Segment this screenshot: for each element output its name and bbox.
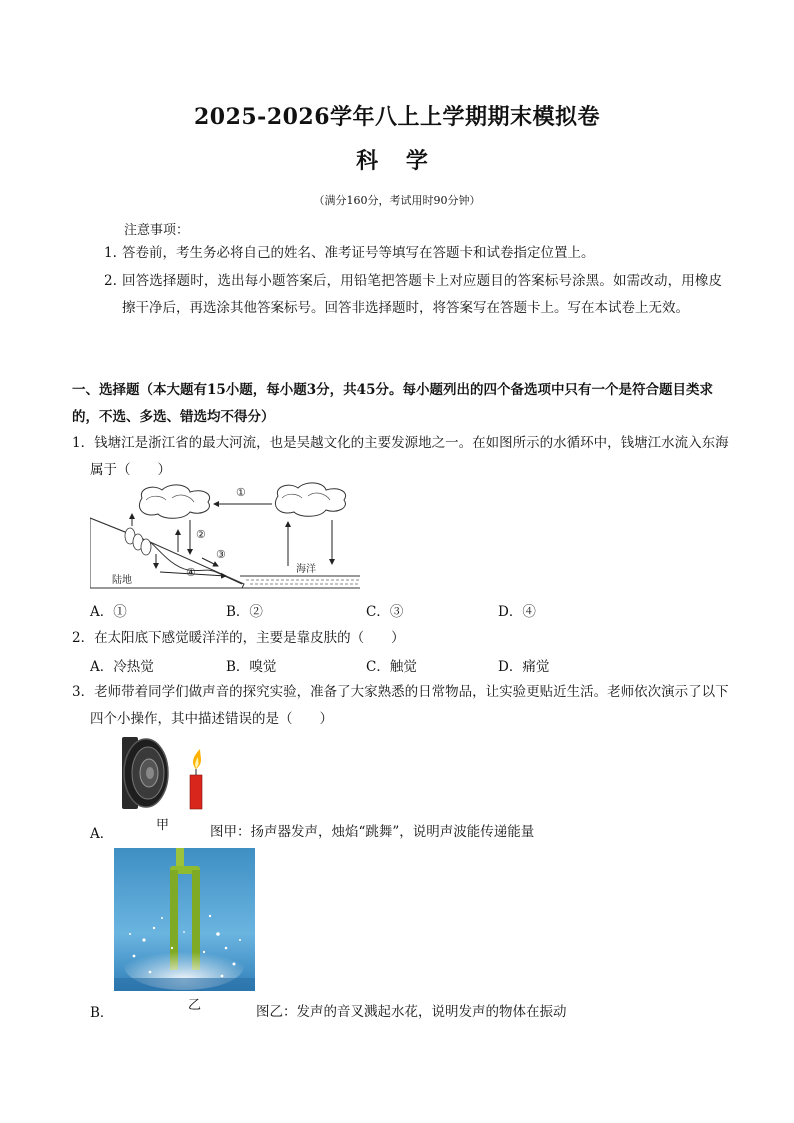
q1-option-d[interactable]: D．④ <box>498 604 536 620</box>
q3-option-a-letter[interactable]: A． <box>90 826 114 842</box>
label-1: ① <box>236 486 246 499</box>
q1-option-c[interactable]: C．③ <box>366 604 404 620</box>
note-number: 1. <box>104 245 117 261</box>
tuning-fork-splash-picture <box>114 848 255 991</box>
water-cycle-figure <box>90 480 360 590</box>
section-heading: 一、选择题（本大题有15小题，每小题3分，共45分。每小题列出的四个备选项中只有一个是符合题目类求的，不选、多选、错选均不得分） <box>72 382 713 425</box>
notes-heading: 注意事项： <box>124 223 190 238</box>
label-2: ② <box>196 528 206 541</box>
q2-option-c[interactable]: C．触觉 <box>366 659 417 675</box>
q3-option-b-letter[interactable]: B． <box>90 1005 114 1021</box>
ocean-label: 海洋 <box>296 564 316 575</box>
cloud-right <box>275 483 345 516</box>
q1-option-b[interactable]: B．② <box>226 604 263 620</box>
subject-title: 科 学 <box>356 148 438 174</box>
label-4: ④ <box>186 566 196 579</box>
q1-option-a[interactable]: A．① <box>90 604 127 620</box>
question-2-stem: 2．在太阳底下感觉暖洋洋的，主要是靠皮肤的（ ） <box>72 630 405 646</box>
q2-option-a[interactable]: A．冷热觉 <box>90 659 154 675</box>
q2-option-d[interactable]: D．痛觉 <box>498 659 550 675</box>
question-1-stem: 1．钱塘江是浙江省的最大河流，也是吴越文化的主要发源地之一。在如图所示的水循环中，钱塘江水流入东海属于（ ） <box>72 435 729 478</box>
note-number: 2. <box>104 273 117 289</box>
land-label: 陆地 <box>112 575 132 586</box>
question-3-stem: 3．老师带着同学们做声音的探究实验，准备了大家熟悉的日常物品，让实验更贴近生活。老师依次演示了以下四个小操作，其中描述错误的是（ ） <box>72 684 729 727</box>
note-item-2 <box>104 268 726 316</box>
exam-title: 2025-2026学年八上上学期期末模拟卷 <box>193 104 601 130</box>
cloud-left <box>139 485 209 518</box>
speaker-candle-picture <box>116 735 212 811</box>
note-text: 回答选择题时，选出每小题答案后，用铅笔把答题卡上对应题目的答案标号涂黑。如需改动，用橡皮擦干净后，再选涂其他答案标号。回答非选择题时，将答案写在答题卡上。写在本试卷上无效。 <box>122 273 722 316</box>
score-info: （满分160分，考试用时90分钟） <box>313 194 481 207</box>
note-item-1 <box>104 240 724 267</box>
label-3: ③ <box>216 548 226 561</box>
figure-caption-b: 乙 <box>188 998 202 1013</box>
figure-caption-a: 甲 <box>156 818 170 833</box>
q3-option-b-text: 图乙：发声的音叉溅起水花，说明发声的物体在振动 <box>256 1004 567 1020</box>
q2-option-b[interactable]: B．嗅觉 <box>226 659 277 675</box>
q3-option-a-text: 图甲：扬声器发声，烛焰“跳舞”，说明声波能传递能量 <box>210 824 535 840</box>
note-text: 答卷前，考生务必将自己的姓名、准考证号等填写在答题卡和试卷指定位置上。 <box>122 245 595 261</box>
